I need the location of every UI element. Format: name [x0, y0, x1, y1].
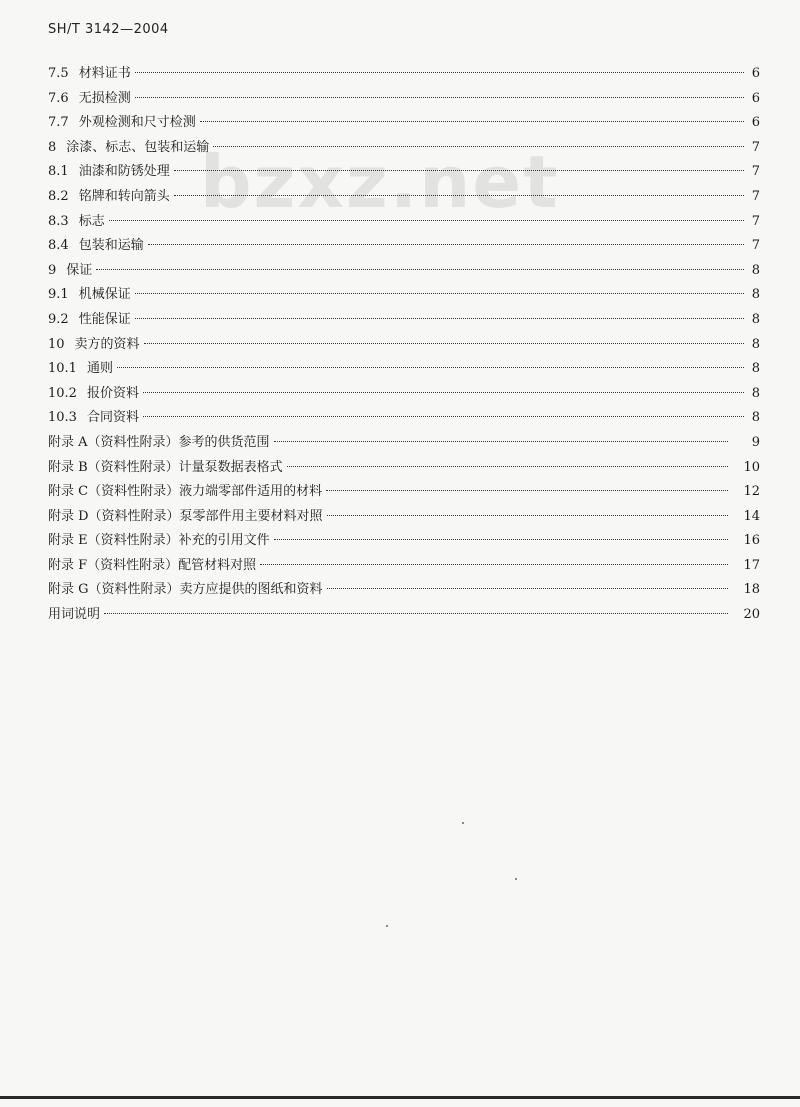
- dot-leader: [213, 146, 744, 147]
- toc-entry-page: 9: [751, 434, 760, 450]
- dot-leader: [96, 269, 744, 270]
- toc-entry-number: 9: [48, 262, 57, 278]
- toc-entry-title: 附录 G（资料性附录）卖方应提供的图纸和资料: [48, 582, 323, 598]
- toc-entry-title: 报价资料: [86, 385, 139, 401]
- toc-entry-appendix-a[interactable]: [48, 431, 760, 456]
- toc-entry-page: 7: [751, 213, 760, 229]
- toc-entry-number: 10.3: [48, 410, 77, 426]
- dot-leader: [135, 97, 744, 98]
- dot-leader: [135, 293, 744, 294]
- toc-entry-10-1[interactable]: [48, 357, 760, 382]
- toc-entry-title: 附录 B（资料性附录）计量泵数据表格式: [48, 459, 283, 475]
- dot-leader: [327, 588, 728, 589]
- toc-entry-page: 7: [751, 238, 760, 254]
- toc-entry-number: 8: [48, 139, 57, 155]
- toc-entry-title: 附录 E（资料性附录）补充的引用文件: [48, 533, 270, 549]
- watermark: bzxz.net: [200, 140, 560, 224]
- toc-entry-10-3[interactable]: [48, 406, 760, 431]
- toc-entry-title: 附录 C（资料性附录）液力端零部件适用的材料: [48, 484, 323, 500]
- standard-code-header: SH/T 3142—2004: [48, 22, 169, 37]
- toc-entry-page: 8: [751, 410, 760, 426]
- toc-entry-title: 附录 D（资料性附录）泵零部件用主要材料对照: [48, 508, 323, 524]
- toc-entry-page: 8: [751, 262, 760, 278]
- toc-entry-number: 9.2: [48, 311, 69, 327]
- toc-entry-page: 18: [743, 582, 760, 598]
- dot-leader: [117, 367, 744, 368]
- toc-entry-title: 油漆和防锈处理: [78, 164, 170, 180]
- toc-entry-title: 合同资料: [86, 410, 139, 426]
- toc-entry-title: 铭牌和转向箭头: [78, 188, 170, 204]
- dot-leader: [143, 392, 744, 393]
- toc-entry-title: 材料证书: [78, 66, 131, 81]
- toc-entry-page: 14: [743, 508, 760, 524]
- toc-entry-8-4[interactable]: [48, 234, 760, 259]
- dot-leader: [274, 441, 728, 442]
- toc-entry-number: 8.1: [48, 164, 69, 180]
- toc-entry-page: 7: [751, 188, 760, 204]
- dot-leader: [135, 318, 744, 319]
- toc-entry-title: 机械保证: [78, 287, 131, 303]
- toc-entry-appendix-g[interactable]: [48, 578, 760, 603]
- dot-leader: [260, 564, 728, 565]
- toc-entry-8-2[interactable]: [48, 185, 760, 210]
- toc-entry-page: 17: [743, 557, 760, 573]
- toc-entry-appendix-d[interactable]: [48, 505, 760, 530]
- toc-entry-page: 10: [743, 459, 760, 475]
- toc-entry-title: 附录 F（资料性附录）配管材料对照: [48, 557, 257, 573]
- scan-speck: [386, 925, 388, 927]
- dot-leader: [287, 466, 728, 467]
- toc-entry-page: 12: [743, 484, 760, 500]
- toc-entry-7-6[interactable]: [48, 87, 760, 112]
- toc-entry-number: 10.1: [48, 361, 77, 377]
- toc-entry-8[interactable]: [48, 136, 760, 161]
- toc-entry-10-2[interactable]: [48, 382, 760, 407]
- toc-entry-title: 通则: [86, 361, 113, 377]
- toc-entry-title: 标志: [78, 213, 105, 229]
- toc-entry-page: 8: [751, 385, 760, 401]
- toc-entry-7-7[interactable]: [48, 111, 760, 136]
- scan-speck: [462, 822, 464, 824]
- toc-entry-title: 附录 A（资料性附录）参考的供货范围: [48, 434, 270, 450]
- toc-entry-title: 外观检测和尺寸检测: [78, 115, 196, 131]
- toc-entry-number: 8.2: [48, 188, 69, 204]
- dot-leader: [148, 244, 744, 245]
- toc-entry-number: 7.7: [48, 115, 69, 131]
- dot-leader: [327, 515, 728, 516]
- dot-leader: [274, 539, 728, 540]
- toc-entry-page: 7: [751, 139, 760, 155]
- toc-entry-page: 8: [751, 361, 760, 377]
- toc-entry-title: 性能保证: [78, 311, 131, 327]
- toc-entry-number: 9.1: [48, 287, 69, 303]
- toc-entry-9[interactable]: [48, 259, 760, 284]
- dot-leader: [135, 72, 744, 73]
- toc-entry-number: 7.5: [48, 66, 69, 81]
- dot-leader: [104, 613, 728, 614]
- toc-entry-9-1[interactable]: [48, 283, 760, 308]
- toc-entry-8-3[interactable]: [48, 210, 760, 235]
- dot-leader: [109, 220, 744, 221]
- toc-entry-title: 用词说明: [48, 607, 101, 623]
- toc-entry-title: 保证: [66, 262, 93, 278]
- toc-entry-10[interactable]: [48, 333, 760, 358]
- bottom-rule: [0, 1096, 800, 1099]
- toc-entry-title: 包装和运输: [78, 238, 144, 254]
- toc-entry-appendix-e[interactable]: [48, 529, 760, 554]
- dot-leader: [174, 170, 744, 171]
- toc-entry-page: 6: [751, 66, 760, 81]
- table-of-contents: [48, 62, 760, 628]
- toc-entry-page: 7: [751, 164, 760, 180]
- dot-leader: [174, 195, 744, 196]
- dot-leader: [144, 343, 744, 344]
- toc-entry-page: 6: [751, 90, 760, 106]
- toc-entry-9-2[interactable]: [48, 308, 760, 333]
- toc-entry-number: 10: [48, 336, 65, 352]
- toc-entry-title: 无损检测: [78, 90, 131, 106]
- toc-entry-page: 8: [751, 287, 760, 303]
- scan-speck: [515, 878, 517, 880]
- toc-entry-page: 8: [751, 311, 760, 327]
- toc-entry-number: 8.3: [48, 213, 69, 229]
- toc-entry-title: 卖方的资料: [74, 336, 140, 352]
- toc-entry-terminology[interactable]: [48, 603, 760, 628]
- toc-entry-page: 6: [751, 115, 760, 131]
- toc-entry-number: 7.6: [48, 90, 69, 106]
- dot-leader: [326, 490, 728, 491]
- toc-entry-appendix-b[interactable]: [48, 456, 760, 481]
- toc-entry-number: 10.2: [48, 385, 77, 401]
- toc-entry-number: 8.4: [48, 238, 69, 254]
- toc-entry-page: 8: [751, 336, 760, 352]
- dot-leader: [200, 121, 744, 122]
- toc-entry-8-1[interactable]: [48, 160, 760, 185]
- dot-leader: [143, 416, 744, 417]
- toc-entry-7-5[interactable]: [48, 62, 760, 87]
- toc-entry-title: 涂漆、标志、包装和运输: [66, 139, 210, 155]
- toc-entry-page: 16: [743, 533, 760, 549]
- toc-entry-appendix-f[interactable]: [48, 554, 760, 579]
- toc-entry-appendix-c[interactable]: [48, 480, 760, 505]
- toc-entry-page: 20: [743, 607, 760, 623]
